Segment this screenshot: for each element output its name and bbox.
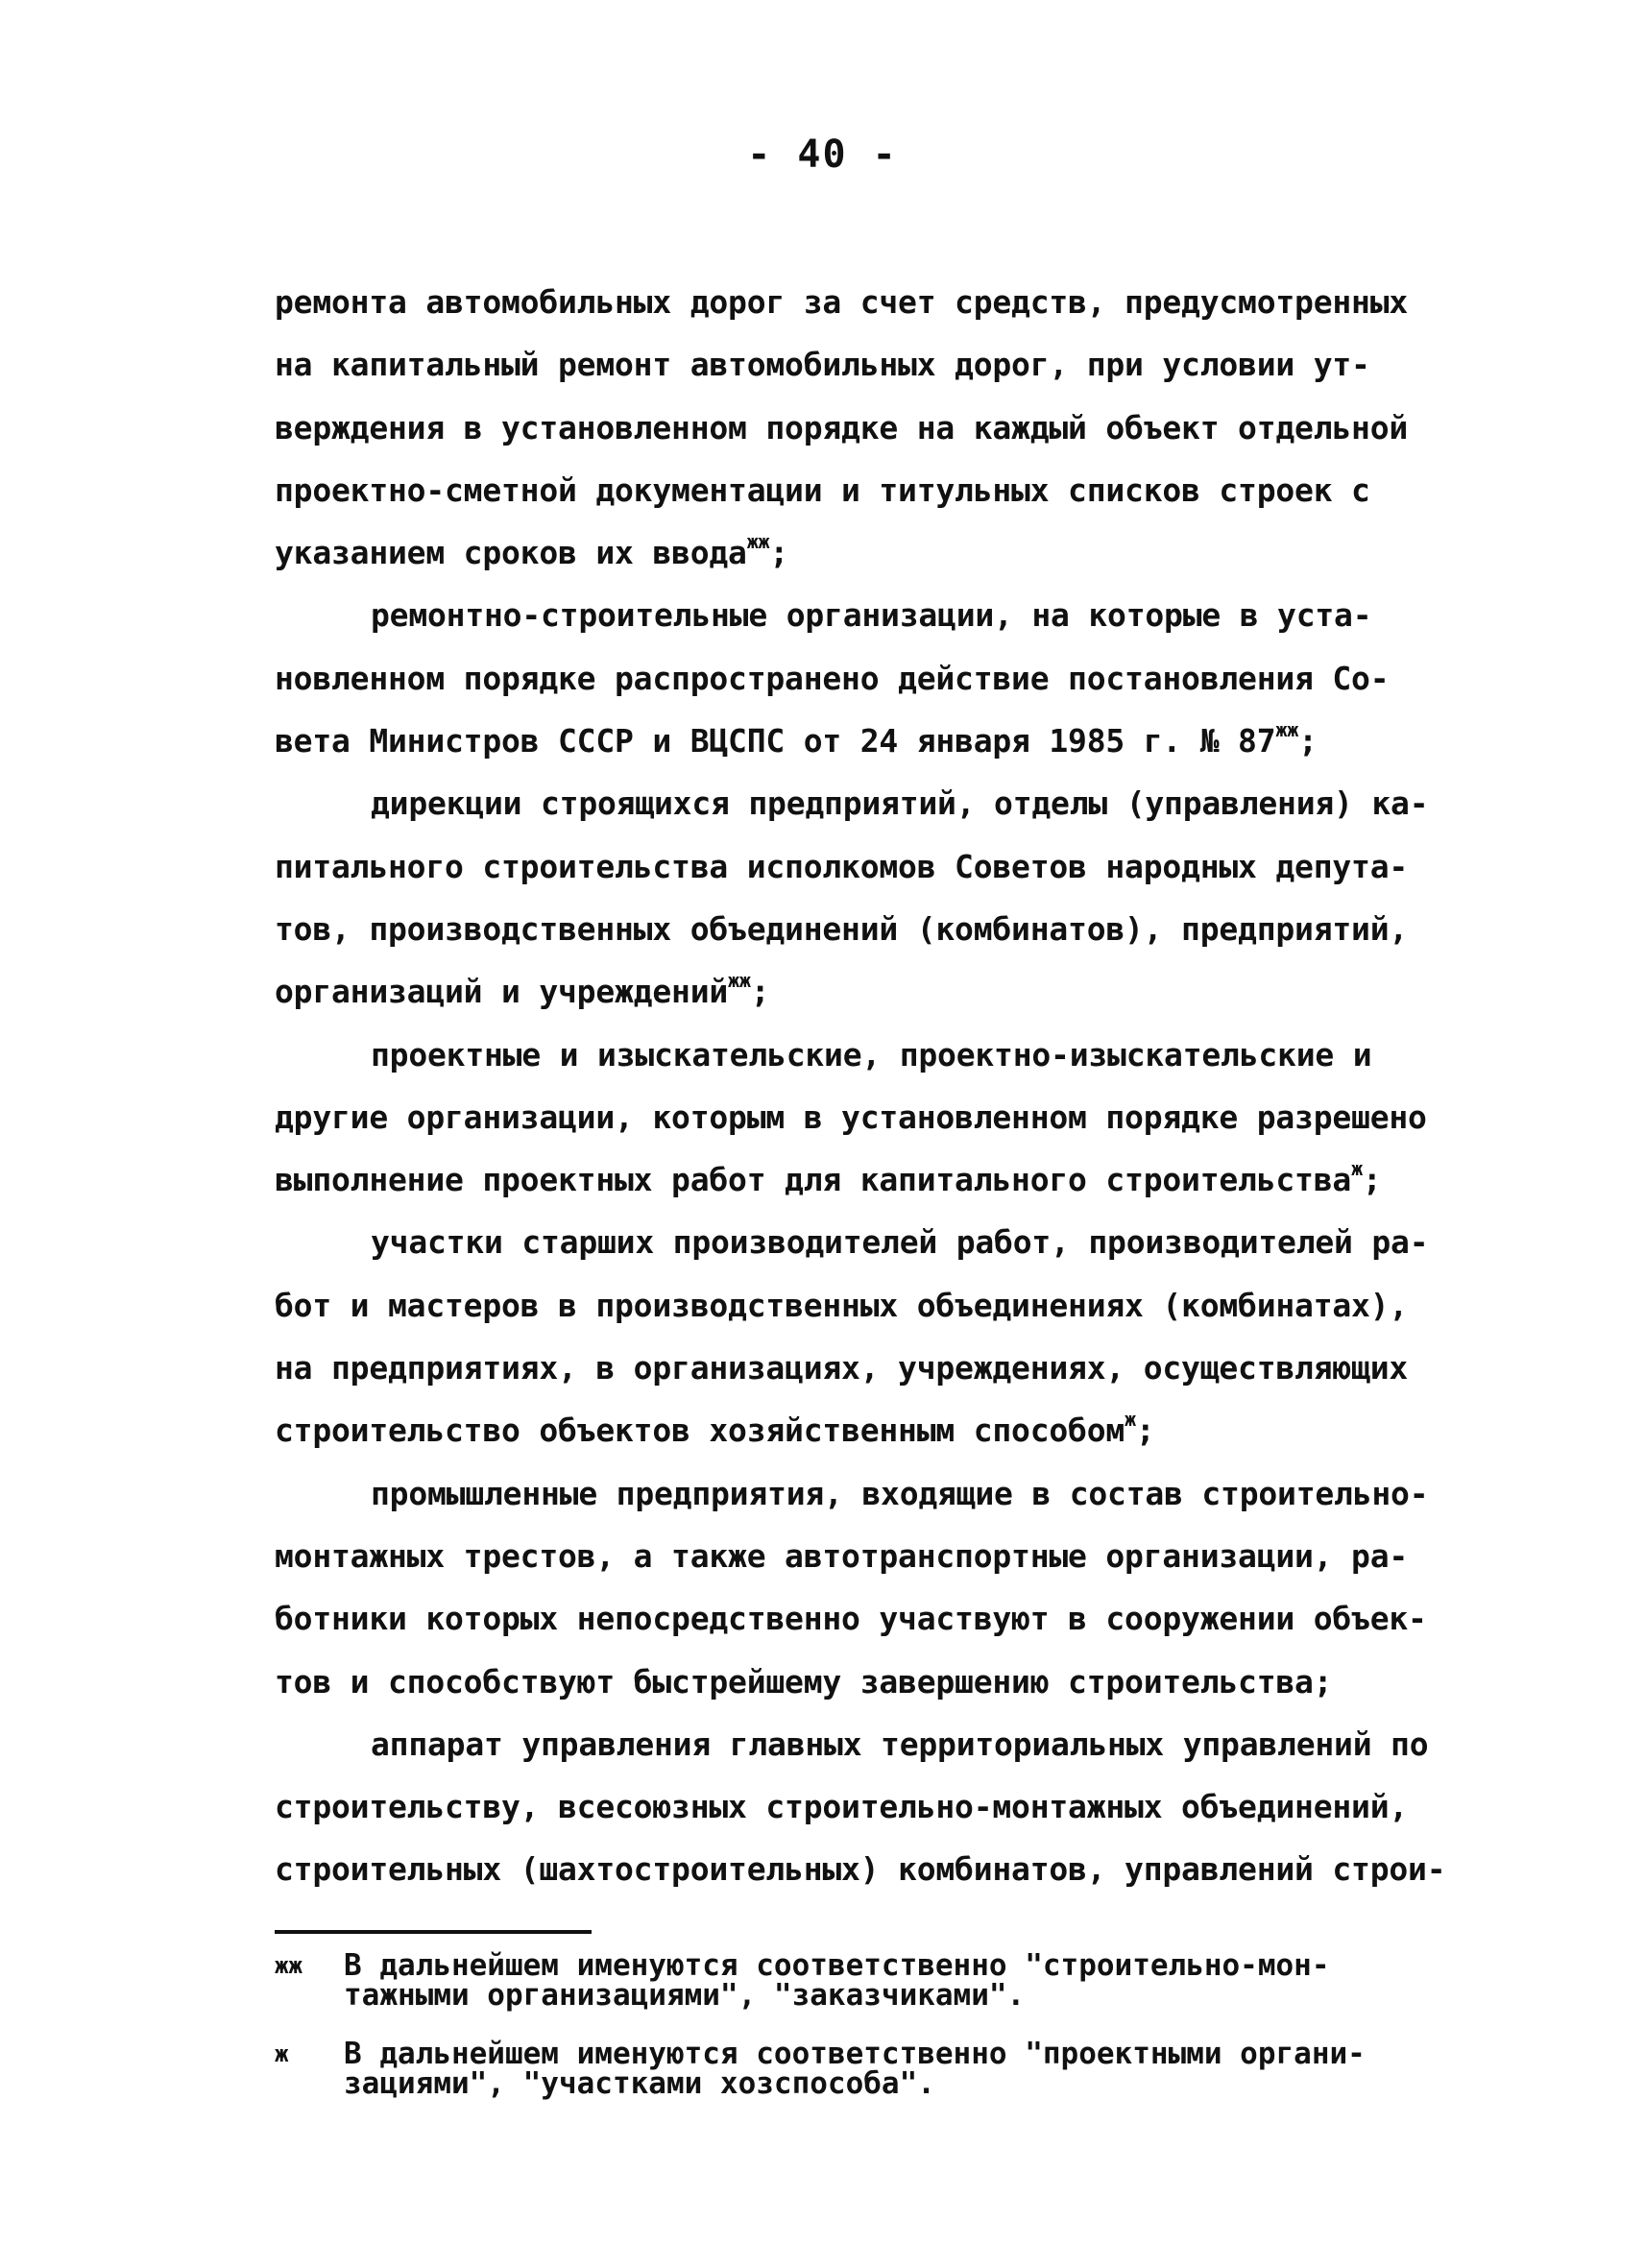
- text-line: указанием сроков их ввода$^{жж}$;: [275, 530, 789, 572]
- footnote-ref: жж: [746, 530, 770, 554]
- text-line: тов, производственных объединений (комбинатов), предприятий,: [275, 909, 1409, 948]
- text-line: выполнение проектных работ для капитального строительства$^ж$;: [275, 1157, 1382, 1199]
- page-number: - 40 -: [747, 133, 898, 177]
- paragraph-management-apparatus: [275, 1713, 1446, 1901]
- footnote-double-mark: [275, 1948, 1427, 2013]
- text-line: аппарат управления главных территориальных управлений по: [371, 1725, 1429, 1763]
- text-line: строительство объектов хозяйственным способом$^ж$;: [275, 1408, 1155, 1450]
- footnote-line: зациями", "участками хозспособа".: [344, 2066, 935, 2101]
- paragraph-repair-organizations: [275, 584, 1427, 772]
- footnote-ref: жж: [728, 969, 751, 993]
- text-line: организаций и учреждений$^{жж}$;: [275, 969, 770, 1011]
- footnote-line: тажными организациями", "заказчиками".: [344, 1978, 1026, 2013]
- text-line: проектные и изыскательские, проектно-изыскательские и: [371, 1035, 1372, 1074]
- text-line: бот и мастеров в производственных объединениях (комбинатах),: [275, 1286, 1409, 1324]
- text-line: проектно-сметной документации и титульных списков строек с: [275, 470, 1370, 509]
- text-line: строительству, всесоюзных строительно-монтажных объединений,: [275, 1788, 1409, 1826]
- text-line: монтажных трестов, а также автотранспортные организации, ра-: [275, 1536, 1409, 1575]
- text-line: другие организации, которым в установленном порядке разрешено: [275, 1098, 1427, 1136]
- paragraph-road-repair: [275, 271, 1427, 584]
- text-line: вета Министров СССР и ВЦСПС от 24 января 1985 г. № $87^{жж}$;: [275, 718, 1318, 760]
- text-line: на предприятиях, в организациях, учреждениях, осуществляющих: [275, 1349, 1409, 1387]
- text-line: на капитальный ремонт автомобильных дорог, при условии ут-: [275, 346, 1370, 384]
- text-line: новленном порядке распространено действие постановления Со-: [275, 659, 1390, 697]
- text-line: дирекции строящихся предприятий, отделы (управления) ка-: [371, 784, 1429, 823]
- text-line: тов и способствуют быстрейшему завершению строительства;: [275, 1662, 1333, 1701]
- footnote-divider: [275, 1930, 592, 1934]
- text-line: участки старших производителей работ, производителей ра-: [371, 1223, 1429, 1262]
- text-line: ремонтно-строительные организации, на которые в уста-: [371, 596, 1372, 635]
- footnote-mark: ж: [275, 2040, 289, 2067]
- text-line: питального строительства исполкомов Советов народных депута-: [275, 847, 1409, 885]
- text-line: ботники которых непосредственно участвуют в сооружении объек-: [275, 1600, 1427, 1638]
- paragraph-work-sites: [275, 1211, 1427, 1461]
- text-line: ремонта автомобильных дорог за счет средств, предусмотренных: [275, 283, 1409, 321]
- paragraph-design-organizations: [275, 1024, 1427, 1212]
- footnotes: [275, 1948, 1427, 2128]
- footnote-line: В дальнейшем именуются соответственно "проектными органи-: [344, 2037, 1366, 2071]
- footnote-ref: ж: [1351, 1157, 1363, 1181]
- paragraph-industrial-enterprises: [275, 1462, 1427, 1713]
- footnote-ref: ж: [1125, 1408, 1136, 1432]
- main-text: [275, 271, 1446, 1901]
- text-line: строительных (шахтостроительных) комбинатов, управлений строи-: [275, 1850, 1446, 1889]
- footnote-line: В дальнейшем именуются соответственно "строительно-мон-: [344, 1948, 1330, 1983]
- footnote-single-mark: [275, 2039, 1427, 2099]
- text-line: промышленные предприятия, входящие в состав строительно-: [371, 1474, 1429, 1512]
- paragraph-directorates: [275, 772, 1427, 1023]
- footnote-ref: жж: [1275, 718, 1299, 742]
- footnote-mark: жж: [275, 1952, 302, 1979]
- text-line: верждения в установленном порядке на каждый объект отдельной: [275, 408, 1409, 446]
